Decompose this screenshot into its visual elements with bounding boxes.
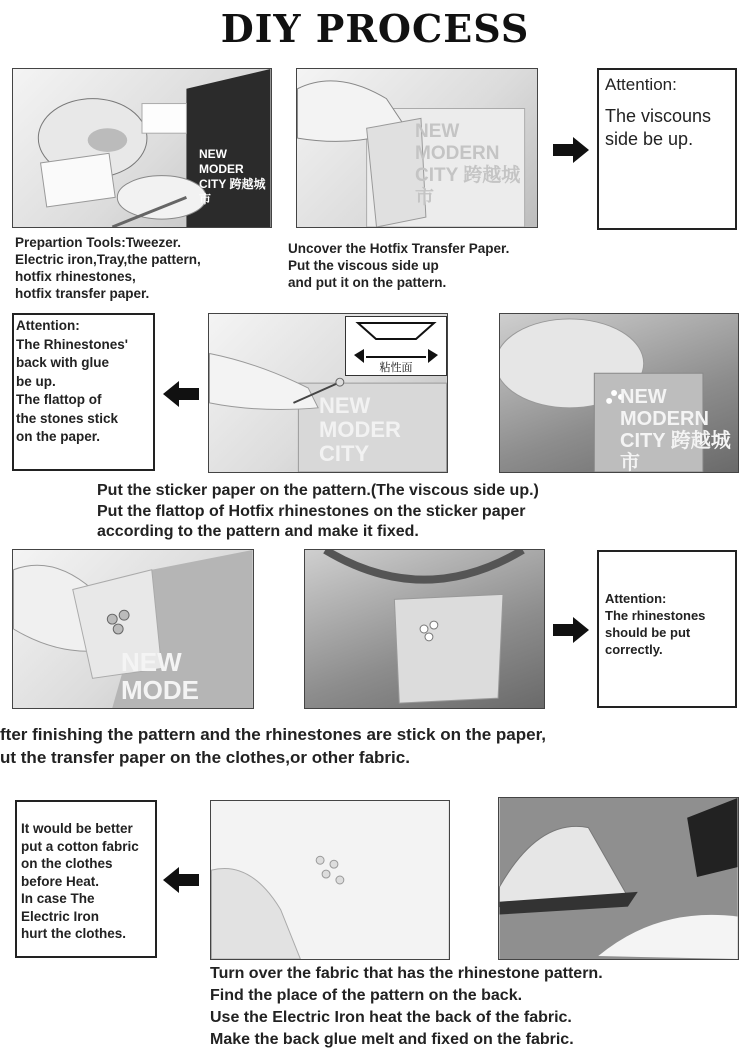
arrow-right-icon xyxy=(553,617,589,643)
photo-pattern-label: NEW MODER CITY xyxy=(319,393,401,466)
caption-ironing: Turn over the fabric that has the rhinestone pattern. Find the place of the pattern on the back. Use the Electric Iron heat the back of the fabric. Make the back glue melt and fixed on the fabric. xyxy=(210,965,603,1048)
photo-transfer-paper-on-pattern xyxy=(12,549,254,709)
caption-sticker-paper: Put the sticker paper on the pattern.(The viscous side up.) Put the flattop of Hotfix rhinestones on the sticker paper according to the pattern and make it fixed. xyxy=(97,482,539,540)
note-body: The viscouns side be up. xyxy=(605,106,712,149)
photo-paper-on-shirt xyxy=(304,549,545,709)
note-body: Attention: The Rhinestones' back with glue be up. The flattop of the stones stick on the paper. xyxy=(16,318,128,444)
photo-uncover-transfer-paper xyxy=(296,68,538,228)
inset-label: 粘性面 xyxy=(379,362,413,374)
fabric-back-illustration xyxy=(211,801,449,959)
electric-iron-illustration xyxy=(499,798,738,959)
page-title: DIY PROCESS xyxy=(220,6,530,51)
arrow-right-icon xyxy=(553,137,589,163)
photo-pattern-label: NEW MODER CITY 跨越城市 xyxy=(199,147,266,206)
photo-turn-over-fabric xyxy=(210,800,450,960)
shirt-with-paper-illustration xyxy=(305,550,544,708)
arrow-left-icon xyxy=(163,867,199,893)
photo-place-rhinestones xyxy=(208,313,448,473)
arrow-left-icon xyxy=(163,381,199,407)
attention-note-rhinestone-back xyxy=(12,313,155,471)
note-body: Attention: The rhinestones should be put correctly. xyxy=(605,591,706,657)
caption-uncover-paper: Uncover the Hotfix Transfer Paper. Put the viscous side up and put it on the pattern. xyxy=(288,241,510,290)
diagram-inset xyxy=(345,316,447,376)
photo-ironing-fabric xyxy=(498,797,739,960)
photo-pattern-label: NEW MODE xyxy=(121,647,199,705)
note-heading: Attention: xyxy=(605,75,677,94)
note-cotton-fabric xyxy=(15,800,157,958)
photo-rhinestone-tray xyxy=(499,313,739,473)
photo-pattern-label: NEW MODERN CITY 跨越城市 xyxy=(415,121,521,208)
attention-note-correct-placement xyxy=(597,550,737,708)
note-body: It would be better put a cotton fabric on the clothes before Heat. In case The Electric Iron hurt the clothes. xyxy=(21,821,139,941)
attention-note-viscous-side xyxy=(597,68,737,230)
caption-transfer-to-clothes: fter finishing the pattern and the rhinestones are stick on the paper, ut the transfer paper on the clothes,or other fabric. xyxy=(0,725,546,767)
caption-preparation-tools: Prepartion Tools:Tweezer. Electric iron,Tray,the pattern, hotfix rhinestones, hotfix transfer paper. xyxy=(15,235,201,301)
photo-preparation-tools xyxy=(12,68,272,228)
photo-pattern-label: NEW MODERN CITY 跨越城市 xyxy=(620,386,731,473)
